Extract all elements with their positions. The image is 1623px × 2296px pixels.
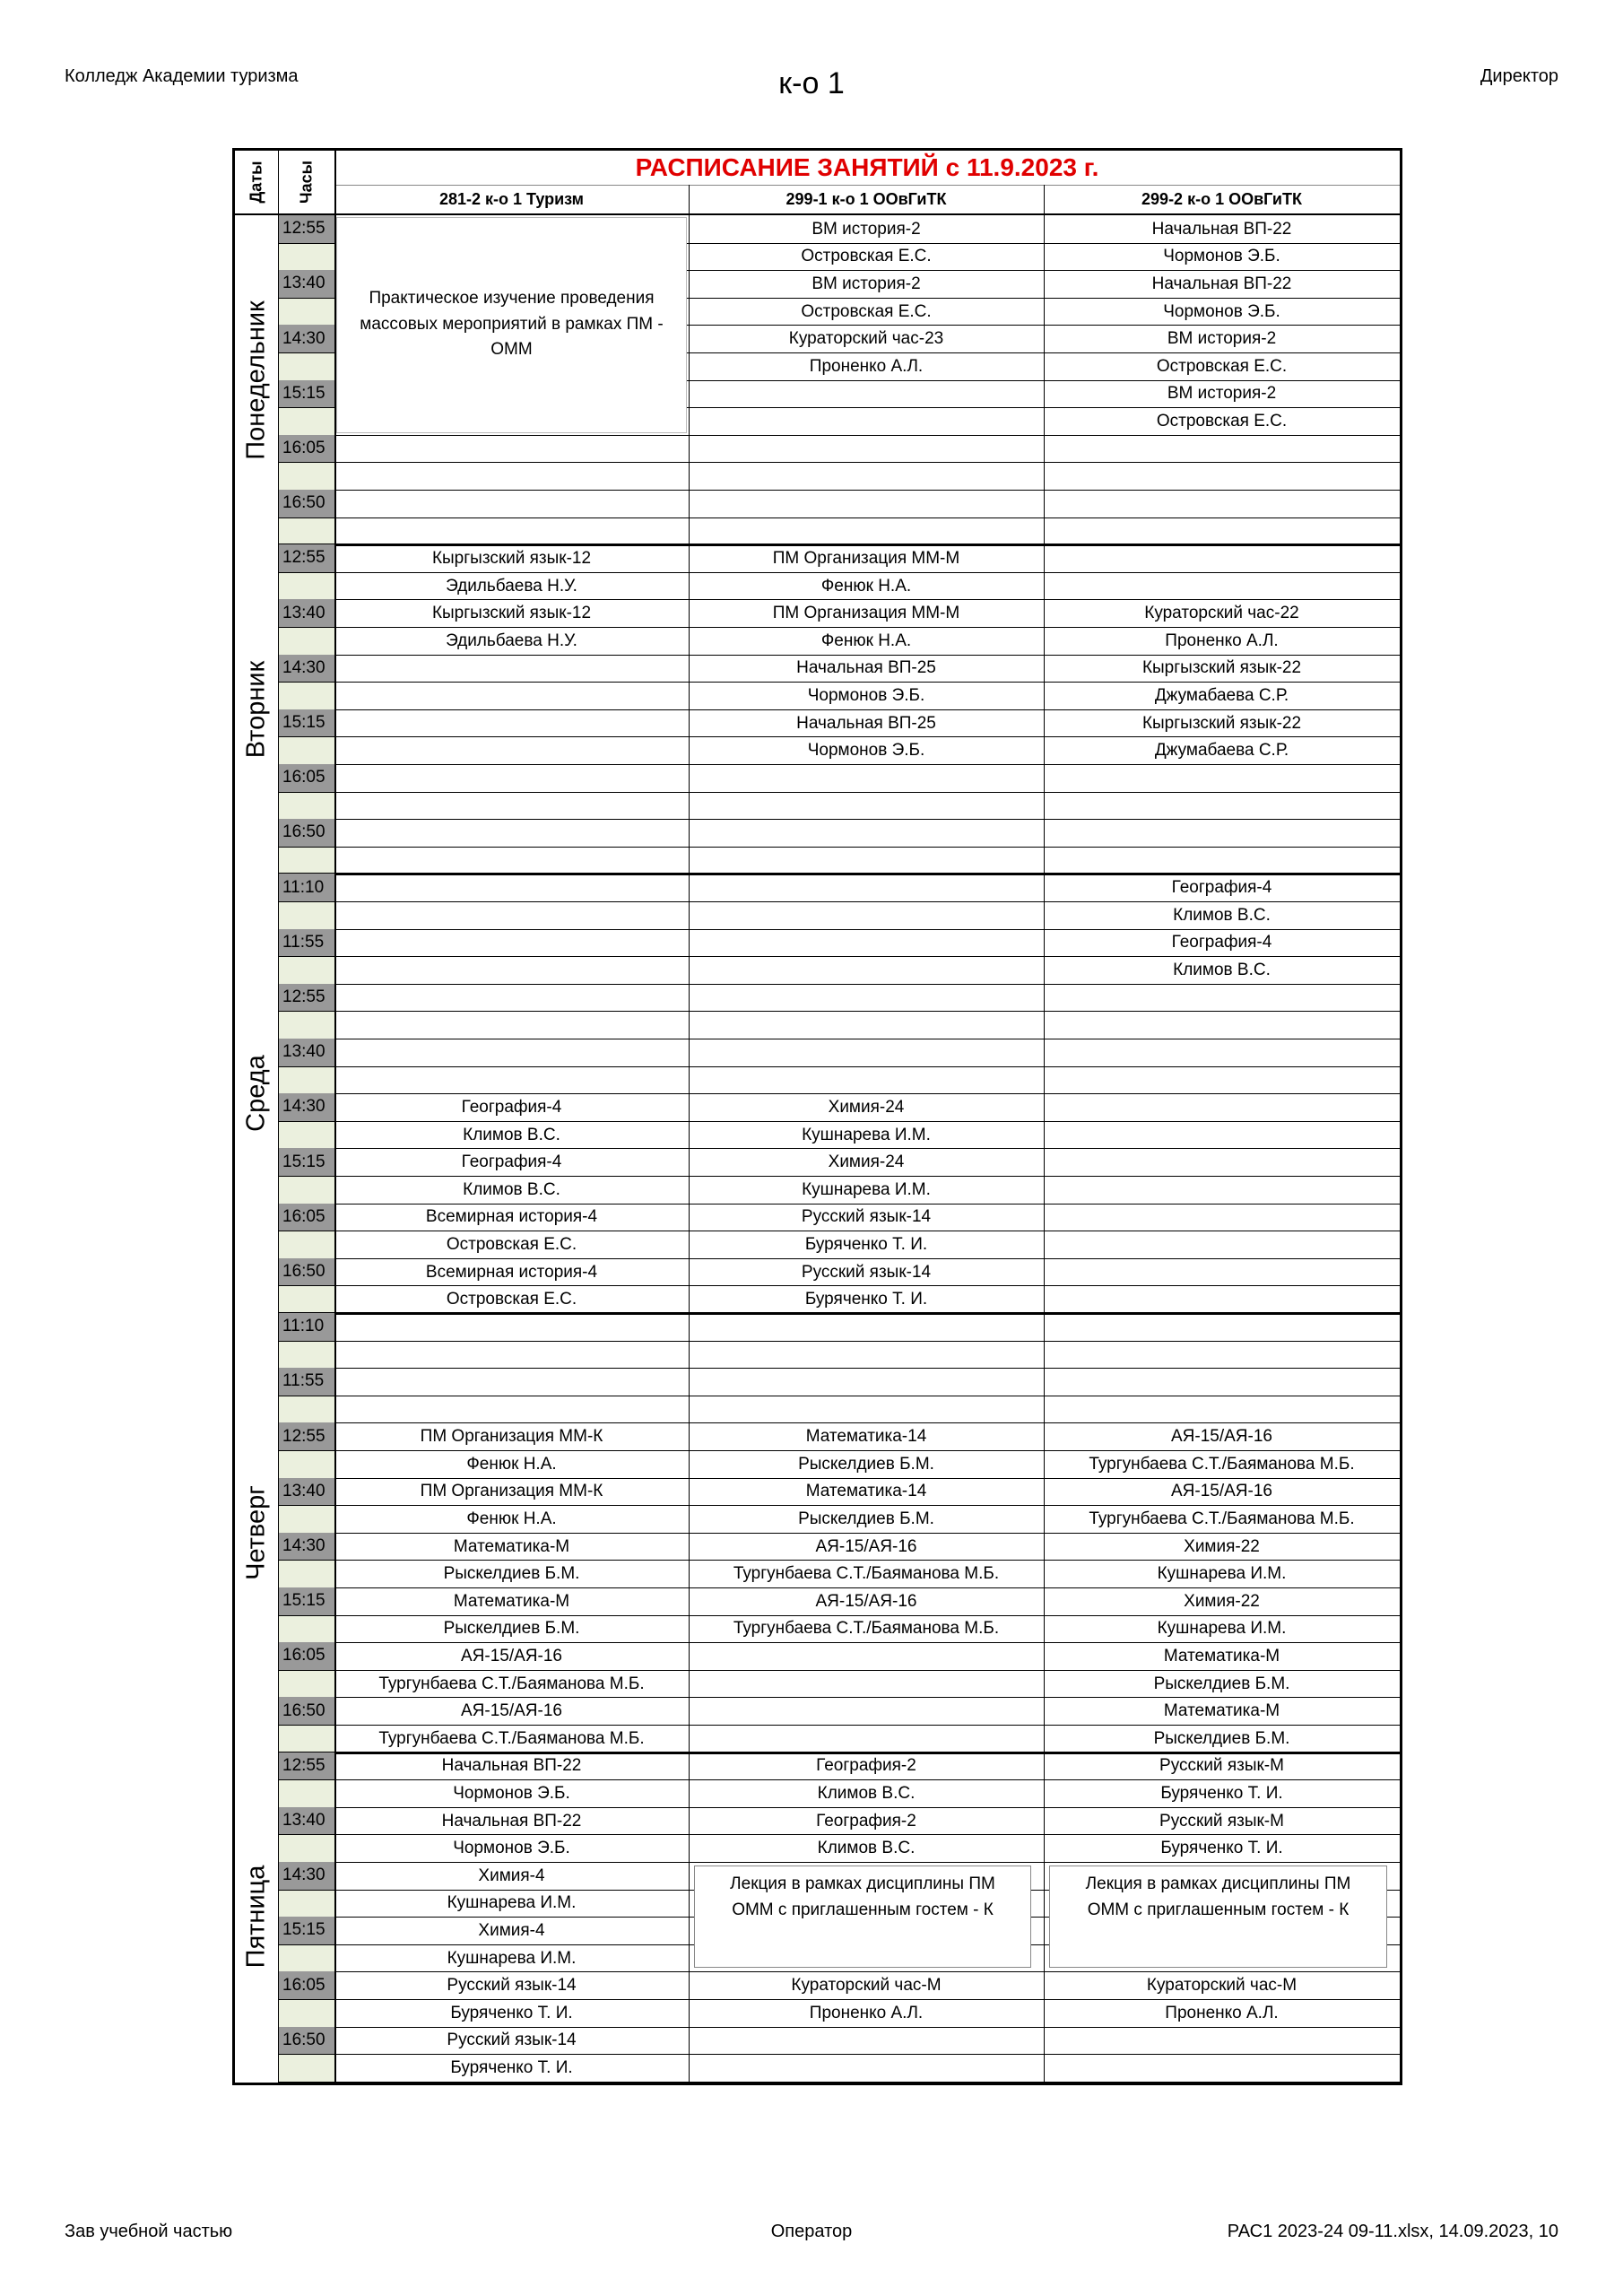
time-cell-filler	[278, 736, 334, 764]
lesson-subject: Русский язык-14	[801, 1207, 932, 1227]
time-cell-filler	[278, 792, 334, 820]
time-cell: 14:30	[278, 1862, 334, 1890]
grid-line	[689, 185, 690, 213]
lesson-subject	[689, 435, 1044, 463]
time-cell-filler	[278, 1396, 334, 1423]
lesson-teacher: Кушнарева И.М.	[802, 1125, 931, 1144]
lesson-subject: Химия-24	[828, 1097, 905, 1117]
lesson-subject	[334, 490, 689, 517]
time-cell-filler	[278, 1450, 334, 1478]
lesson-subject	[1044, 1039, 1400, 1066]
lesson-teacher: Фенюк Н.А.	[466, 1509, 557, 1528]
lesson-teacher: Фенюк Н.А.	[466, 1454, 557, 1474]
lesson-subject: Русский язык-14	[801, 1262, 932, 1282]
time-cell-filler	[278, 298, 334, 326]
column-header-group: 299-2 к-о 1 ООвГиТК	[1141, 190, 1302, 208]
lesson-teacher: Кушнарева И.М.	[1157, 1619, 1287, 1639]
time-cell-filler	[278, 462, 334, 490]
lesson-subject: Химия-22	[1184, 1591, 1260, 1611]
lesson-teacher: Тургунбаева С.Т./Баяманова М.Б.	[733, 1619, 1000, 1639]
lesson-subject: АЯ-15/АЯ-16	[461, 1701, 562, 1721]
time-cell: 16:50	[278, 1697, 334, 1725]
lesson-teacher	[334, 792, 689, 820]
time-cell-filler	[278, 1615, 334, 1643]
lesson-subject: АЯ-15/АЯ-16	[1171, 1427, 1272, 1447]
lesson-subject: География-2	[816, 1811, 916, 1831]
lesson-subject	[689, 1039, 1044, 1066]
time-cell-filler	[278, 956, 334, 984]
lesson-teacher	[1044, 2054, 1400, 2082]
lesson-teacher: Проненко А.Л.	[809, 356, 924, 376]
lesson-subject: АЯ-15/АЯ-16	[1171, 1482, 1272, 1501]
lesson-teacher	[689, 901, 1044, 929]
time-cell: 12:55	[278, 1752, 334, 1780]
lesson-subject: Начальная ВП-25	[796, 658, 936, 678]
lesson-subject: Начальная ВП-22	[1151, 219, 1292, 239]
time-cell: 15:15	[278, 1148, 334, 1176]
time-cell-filler	[278, 901, 334, 929]
time-cell-filler	[278, 1834, 334, 1862]
day-label: Среда	[241, 1055, 271, 1132]
lesson-subject	[334, 1039, 689, 1066]
lesson-subject	[1044, 1204, 1400, 1231]
lesson-subject: География-4	[461, 1152, 562, 1172]
lesson-subject: ВМ история-2	[1167, 329, 1277, 349]
column-header-hours: Часы	[297, 160, 315, 204]
lesson-subject: ПМ Организация ММ-К	[420, 1482, 603, 1501]
lesson-teacher: Буряченко Т. И.	[450, 2057, 573, 2077]
lesson-subject	[334, 1313, 689, 1341]
time-cell-filler	[278, 627, 334, 655]
lesson-teacher	[334, 956, 689, 984]
lesson-teacher	[689, 1011, 1044, 1039]
lesson-teacher: Климов В.С.	[817, 1839, 916, 1858]
lesson-subject	[1044, 764, 1400, 792]
lesson-teacher: Островская Е.С.	[446, 1234, 577, 1254]
lesson-subject: АЯ-15/АЯ-16	[461, 1646, 562, 1665]
time-cell: 13:40	[278, 1478, 334, 1506]
lesson-teacher	[689, 1341, 1044, 1369]
lesson-subject	[1044, 819, 1400, 847]
grid-line	[334, 185, 1400, 186]
lesson-teacher: Кушнарева И.М.	[447, 1893, 577, 1913]
lesson-teacher	[1044, 1285, 1400, 1313]
time-cell-filler	[278, 1231, 334, 1258]
time-cell-filler	[278, 847, 334, 874]
column-header-group: 299-1 к-о 1 ООвГиТК	[785, 190, 947, 208]
day-label: Четверг	[241, 1484, 271, 1580]
lesson-teacher	[1044, 572, 1400, 600]
lesson-subject: Русский язык-М	[1159, 1811, 1284, 1831]
lesson-teacher	[1044, 462, 1400, 490]
lesson-note-text: Практическое изучение проведения массовых мероприятий в рамках ПМ - ОММ	[360, 289, 664, 359]
lesson-note	[694, 1866, 1031, 1968]
lesson-teacher: Буряченко Т. И.	[1160, 1783, 1283, 1803]
time-cell: 16:05	[278, 1642, 334, 1670]
lesson-teacher	[689, 1396, 1044, 1423]
lesson-teacher: Чормонов Э.Б.	[807, 741, 925, 761]
lesson-teacher: Проненко А.Л.	[1165, 2003, 1279, 2022]
day-label: Вторник	[241, 660, 271, 759]
lesson-subject	[689, 380, 1044, 408]
footer-operator: Оператор	[770, 2222, 853, 2241]
lesson-teacher: Рыскелдиев Б.М.	[1153, 1674, 1290, 1693]
time-cell-filler	[278, 1560, 334, 1587]
time-cell-filler	[278, 352, 334, 380]
time-cell-filler	[278, 2054, 334, 2082]
lesson-subject	[689, 1697, 1044, 1725]
time-cell: 14:30	[278, 655, 334, 683]
time-cell: 15:15	[278, 1917, 334, 1944]
lesson-note-text: Лекция в рамках дисциплины ПМ ОММ с приглашенным гостем - К	[730, 1874, 995, 1919]
lesson-subject: Кыргызский язык-22	[1141, 713, 1302, 733]
time-cell: 11:55	[278, 929, 334, 957]
time-cell-filler	[278, 1890, 334, 1918]
lesson-subject	[1044, 435, 1400, 463]
grid-line	[278, 151, 279, 213]
lesson-teacher: Буряченко Т. И.	[450, 2003, 573, 2022]
time-cell-filler	[278, 1011, 334, 1039]
lesson-teacher: Климов В.С.	[463, 1125, 560, 1144]
time-cell: 11:55	[278, 1368, 334, 1396]
lesson-subject	[1044, 1093, 1400, 1121]
time-cell-filler	[278, 572, 334, 600]
time-cell-filler	[278, 407, 334, 435]
lesson-teacher	[334, 682, 689, 709]
lesson-subject: ПМ Организация ММ-М	[772, 548, 960, 568]
lesson-teacher	[1044, 1176, 1400, 1204]
column-header-group: 281-2 к-о 1 Туризм	[438, 190, 584, 208]
lesson-teacher: Буряченко Т. И.	[804, 1290, 928, 1309]
lesson-teacher	[334, 847, 689, 874]
lesson-subject	[1044, 2027, 1400, 2055]
lesson-subject	[689, 1642, 1044, 1670]
lesson-teacher: Эдильбаева Н.У.	[446, 631, 577, 650]
time-cell-filler	[278, 1341, 334, 1369]
lesson-subject: Начальная ВП-25	[796, 713, 936, 733]
lesson-subject	[689, 874, 1044, 901]
lesson-subject	[689, 2027, 1044, 2055]
lesson-subject: География-4	[461, 1097, 562, 1117]
lesson-teacher: Чормонов Э.Б.	[807, 685, 925, 705]
lesson-subject	[1044, 1368, 1400, 1396]
lesson-teacher: Тургунбаева С.Т./Баяманова М.Б.	[1089, 1454, 1355, 1474]
lesson-subject	[1044, 1148, 1400, 1176]
lesson-teacher: Проненко А.Л.	[1165, 631, 1279, 650]
lesson-subject: Кыргызский язык-12	[431, 548, 592, 568]
lesson-teacher	[334, 901, 689, 929]
time-cell: 16:50	[278, 490, 334, 517]
lesson-subject: Математика-14	[805, 1427, 927, 1447]
lesson-teacher: Рыскелдиев Б.М.	[798, 1454, 934, 1474]
time-cell-filler	[278, 1779, 334, 1807]
lesson-teacher	[334, 736, 689, 764]
lesson-subject	[689, 984, 1044, 1012]
lesson-subject: Кураторский час-23	[788, 329, 944, 349]
lesson-subject	[334, 929, 689, 957]
time-cell: 13:40	[278, 599, 334, 627]
lesson-subject: ПМ Организация ММ-М	[772, 604, 960, 623]
lesson-teacher	[334, 462, 689, 490]
lesson-subject: Математика-М	[453, 1591, 570, 1611]
lesson-teacher	[1044, 847, 1400, 874]
lesson-subject: Химия-4	[478, 1866, 545, 1885]
lesson-subject	[1044, 1258, 1400, 1286]
lesson-subject: Математика-14	[805, 1482, 927, 1501]
lesson-subject: Кураторский час-22	[1144, 604, 1299, 623]
lesson-subject: География-4	[1171, 878, 1272, 898]
lesson-teacher: Тургунбаева С.Т./Баяманова М.Б.	[378, 1674, 645, 1693]
lesson-teacher	[334, 1011, 689, 1039]
lesson-teacher	[689, 1066, 1044, 1094]
lesson-subject: АЯ-15/АЯ-16	[815, 1536, 917, 1556]
time-cell: 15:15	[278, 1587, 334, 1615]
lesson-teacher	[1044, 517, 1400, 545]
time-cell: 14:30	[278, 1093, 334, 1121]
lesson-subject	[334, 435, 689, 463]
lesson-subject: ВМ история-2	[812, 274, 921, 293]
time-cell-filler	[278, 517, 334, 545]
lesson-subject: Русский язык-14	[447, 1976, 577, 1996]
lesson-subject: Всемирная история-4	[425, 1207, 598, 1227]
lesson-teacher	[334, 1066, 689, 1094]
lesson-teacher	[1044, 1231, 1400, 1258]
lesson-teacher: Климов В.С.	[1173, 905, 1271, 925]
lesson-subject: Кыргызский язык-12	[431, 604, 592, 623]
lesson-subject: Начальная ВП-22	[441, 1756, 582, 1776]
lesson-teacher: Кушнарева И.М.	[802, 1179, 931, 1199]
time-cell: 14:30	[278, 1533, 334, 1561]
lesson-teacher: Островская Е.С.	[1156, 411, 1288, 430]
time-cell: 11:10	[278, 1313, 334, 1341]
lesson-note-text: Лекция в рамках дисциплины ПМ ОММ с приглашенным гостем - К	[1085, 1874, 1351, 1919]
lesson-note	[336, 217, 687, 433]
lesson-teacher: Тургунбаева С.Т./Баяманова М.Б.	[733, 1564, 1000, 1584]
lesson-teacher: Кушнарева И.М.	[1157, 1564, 1287, 1584]
lesson-subject	[1044, 490, 1400, 517]
lesson-teacher: Чормонов Э.Б.	[453, 1783, 570, 1803]
time-cell-filler	[278, 1285, 334, 1313]
grid-line	[278, 213, 279, 2082]
time-cell: 13:40	[278, 1807, 334, 1835]
grid-line	[1044, 213, 1045, 2082]
grid-line	[1044, 185, 1045, 213]
lesson-teacher: Джумабаева С.Р.	[1154, 685, 1289, 705]
time-cell: 14:30	[278, 325, 334, 352]
time-cell: 16:50	[278, 1258, 334, 1286]
lesson-subject: Кыргызский язык-22	[1141, 658, 1302, 678]
grid-line	[334, 151, 336, 213]
lesson-teacher: Климов В.С.	[1173, 960, 1271, 979]
lesson-subject: Химия-24	[828, 1152, 905, 1172]
grid-line	[334, 213, 336, 2082]
lesson-note	[1049, 1866, 1387, 1968]
time-cell: 12:55	[278, 544, 334, 572]
time-cell: 11:10	[278, 874, 334, 901]
lesson-subject: Всемирная история-4	[425, 1262, 598, 1282]
lesson-subject	[1044, 1313, 1400, 1341]
lesson-subject: География-2	[816, 1756, 916, 1776]
time-cell: 16:50	[278, 2027, 334, 2055]
lesson-teacher: Рыскелдиев Б.М.	[798, 1509, 934, 1528]
schedule-title: РАСПИСАНИЕ ЗАНЯТИЙ с 11.9.2023 г.	[635, 153, 1099, 181]
lesson-teacher	[689, 517, 1044, 545]
lesson-teacher	[1044, 1341, 1400, 1369]
lesson-teacher: Проненко А.Л.	[809, 2003, 924, 2022]
time-cell: 13:40	[278, 270, 334, 298]
lesson-subject: Кураторский час-М	[1146, 1976, 1298, 1996]
time-cell: 15:15	[278, 380, 334, 408]
lesson-teacher: Буряченко Т. И.	[804, 1234, 928, 1254]
lesson-subject: Математика-М	[453, 1536, 570, 1556]
time-cell: 12:55	[278, 984, 334, 1012]
lesson-teacher	[1044, 1396, 1400, 1423]
lesson-subject	[689, 1313, 1044, 1341]
time-cell-filler	[278, 243, 334, 271]
column-header-dates: Даты	[247, 161, 265, 204]
lesson-teacher: Чормонов Э.Б.	[453, 1839, 570, 1858]
time-cell-filler	[278, 1944, 334, 1972]
lesson-subject	[689, 764, 1044, 792]
lesson-subject	[334, 819, 689, 847]
header-institution: Колледж Академии туризма	[65, 66, 299, 86]
lesson-teacher	[689, 847, 1044, 874]
lesson-subject: АЯ-15/АЯ-16	[815, 1591, 917, 1611]
lesson-subject	[689, 929, 1044, 957]
lesson-teacher: Островская Е.С.	[446, 1290, 577, 1309]
time-cell-filler	[278, 1999, 334, 2027]
header-sheet-name: к-о 1	[778, 66, 845, 100]
lesson-teacher	[689, 1725, 1044, 1752]
day-label: Понедельник	[241, 300, 271, 460]
lesson-subject: ВМ история-2	[1167, 384, 1277, 404]
header-director: Директор	[1480, 66, 1558, 86]
time-cell: 16:05	[278, 1204, 334, 1231]
lesson-teacher	[689, 462, 1044, 490]
lesson-subject: Кураторский час-М	[791, 1976, 942, 1996]
lesson-subject	[689, 490, 1044, 517]
lesson-teacher	[1044, 1011, 1400, 1039]
lesson-teacher	[689, 792, 1044, 820]
time-cell-filler	[278, 1505, 334, 1533]
lesson-subject: География-4	[1171, 933, 1272, 952]
lesson-teacher: Климов В.С.	[463, 1179, 560, 1199]
lesson-subject	[334, 709, 689, 737]
time-cell-filler	[278, 1670, 334, 1698]
lesson-teacher	[334, 1396, 689, 1423]
lesson-subject: Русский язык-М	[1159, 1756, 1284, 1776]
lesson-subject	[334, 764, 689, 792]
lesson-teacher: Кушнарева И.М.	[447, 1948, 577, 1968]
grid-line	[689, 213, 690, 2082]
lesson-teacher: Джумабаева С.Р.	[1154, 741, 1289, 761]
lesson-teacher: Рыскелдиев Б.М.	[443, 1619, 580, 1639]
lesson-teacher	[689, 1670, 1044, 1698]
lesson-subject	[689, 819, 1044, 847]
lesson-subject: Химия-4	[478, 1920, 545, 1940]
lesson-subject: Математика-М	[1163, 1701, 1280, 1721]
lesson-subject	[334, 984, 689, 1012]
lesson-teacher: Рыскелдиев Б.М.	[443, 1564, 580, 1584]
time-cell-filler	[278, 1176, 334, 1204]
lesson-teacher	[1044, 1066, 1400, 1094]
lesson-teacher	[334, 517, 689, 545]
lesson-teacher: Островская Е.С.	[801, 301, 932, 321]
lesson-teacher: Рыскелдиев Б.М.	[1153, 1728, 1290, 1748]
time-cell: 15:15	[278, 709, 334, 737]
lesson-subject	[1044, 544, 1400, 572]
lesson-subject: Начальная ВП-22	[441, 1811, 582, 1831]
lesson-teacher: Эдильбаева Н.У.	[446, 576, 577, 596]
time-cell: 16:50	[278, 819, 334, 847]
lesson-teacher: Островская Е.С.	[1156, 356, 1288, 376]
time-cell-filler	[278, 1725, 334, 1752]
lesson-teacher: Тургунбаева С.Т./Баяманова М.Б.	[378, 1728, 645, 1748]
lesson-teacher: Фенюк Н.А.	[820, 631, 912, 650]
time-cell: 12:55	[278, 215, 334, 243]
lesson-subject	[1044, 984, 1400, 1012]
time-cell-filler	[278, 1121, 334, 1149]
time-cell-filler	[278, 1066, 334, 1094]
time-cell: 13:40	[278, 1039, 334, 1066]
lesson-teacher	[1044, 1121, 1400, 1149]
lesson-teacher: Чормонов Э.Б.	[1163, 301, 1280, 321]
lesson-teacher: Фенюк Н.А.	[820, 576, 912, 596]
lesson-subject	[334, 874, 689, 901]
time-cell: 12:55	[278, 1422, 334, 1450]
lesson-subject: Русский язык-14	[447, 2031, 577, 2050]
lesson-subject	[689, 1368, 1044, 1396]
lesson-teacher	[1044, 792, 1400, 820]
lesson-teacher	[334, 1341, 689, 1369]
day-label: Пятница	[241, 1865, 271, 1969]
footer-file-info: РАС1 2023-24 09-11.xlsx, 14.09.2023, 10	[1227, 2222, 1558, 2241]
lesson-subject: ПМ Организация ММ-К	[420, 1427, 603, 1447]
schedule-table	[232, 148, 1402, 2085]
time-cell: 16:05	[278, 764, 334, 792]
lesson-subject: Математика-М	[1163, 1646, 1280, 1665]
lesson-teacher	[689, 407, 1044, 435]
lesson-subject: Химия-22	[1184, 1536, 1260, 1556]
lesson-teacher: Тургунбаева С.Т./Баяманова М.Б.	[1089, 1509, 1355, 1528]
lesson-subject: Начальная ВП-22	[1151, 274, 1292, 293]
time-cell: 16:05	[278, 1971, 334, 1999]
lesson-teacher: Буряченко Т. И.	[1160, 1839, 1283, 1858]
lesson-teacher: Чормонов Э.Б.	[1163, 247, 1280, 266]
lesson-subject: ВМ история-2	[812, 219, 921, 239]
time-cell-filler	[278, 682, 334, 709]
lesson-teacher	[689, 956, 1044, 984]
lesson-teacher: Климов В.С.	[817, 1783, 916, 1803]
footer-deputy: Зав учебной частью	[65, 2222, 233, 2241]
lesson-teacher	[689, 2054, 1044, 2082]
lesson-subject	[334, 1368, 689, 1396]
lesson-teacher: Островская Е.С.	[801, 247, 932, 266]
time-cell: 16:05	[278, 435, 334, 463]
grid-line	[278, 2082, 1400, 2083]
lesson-subject	[334, 655, 689, 683]
